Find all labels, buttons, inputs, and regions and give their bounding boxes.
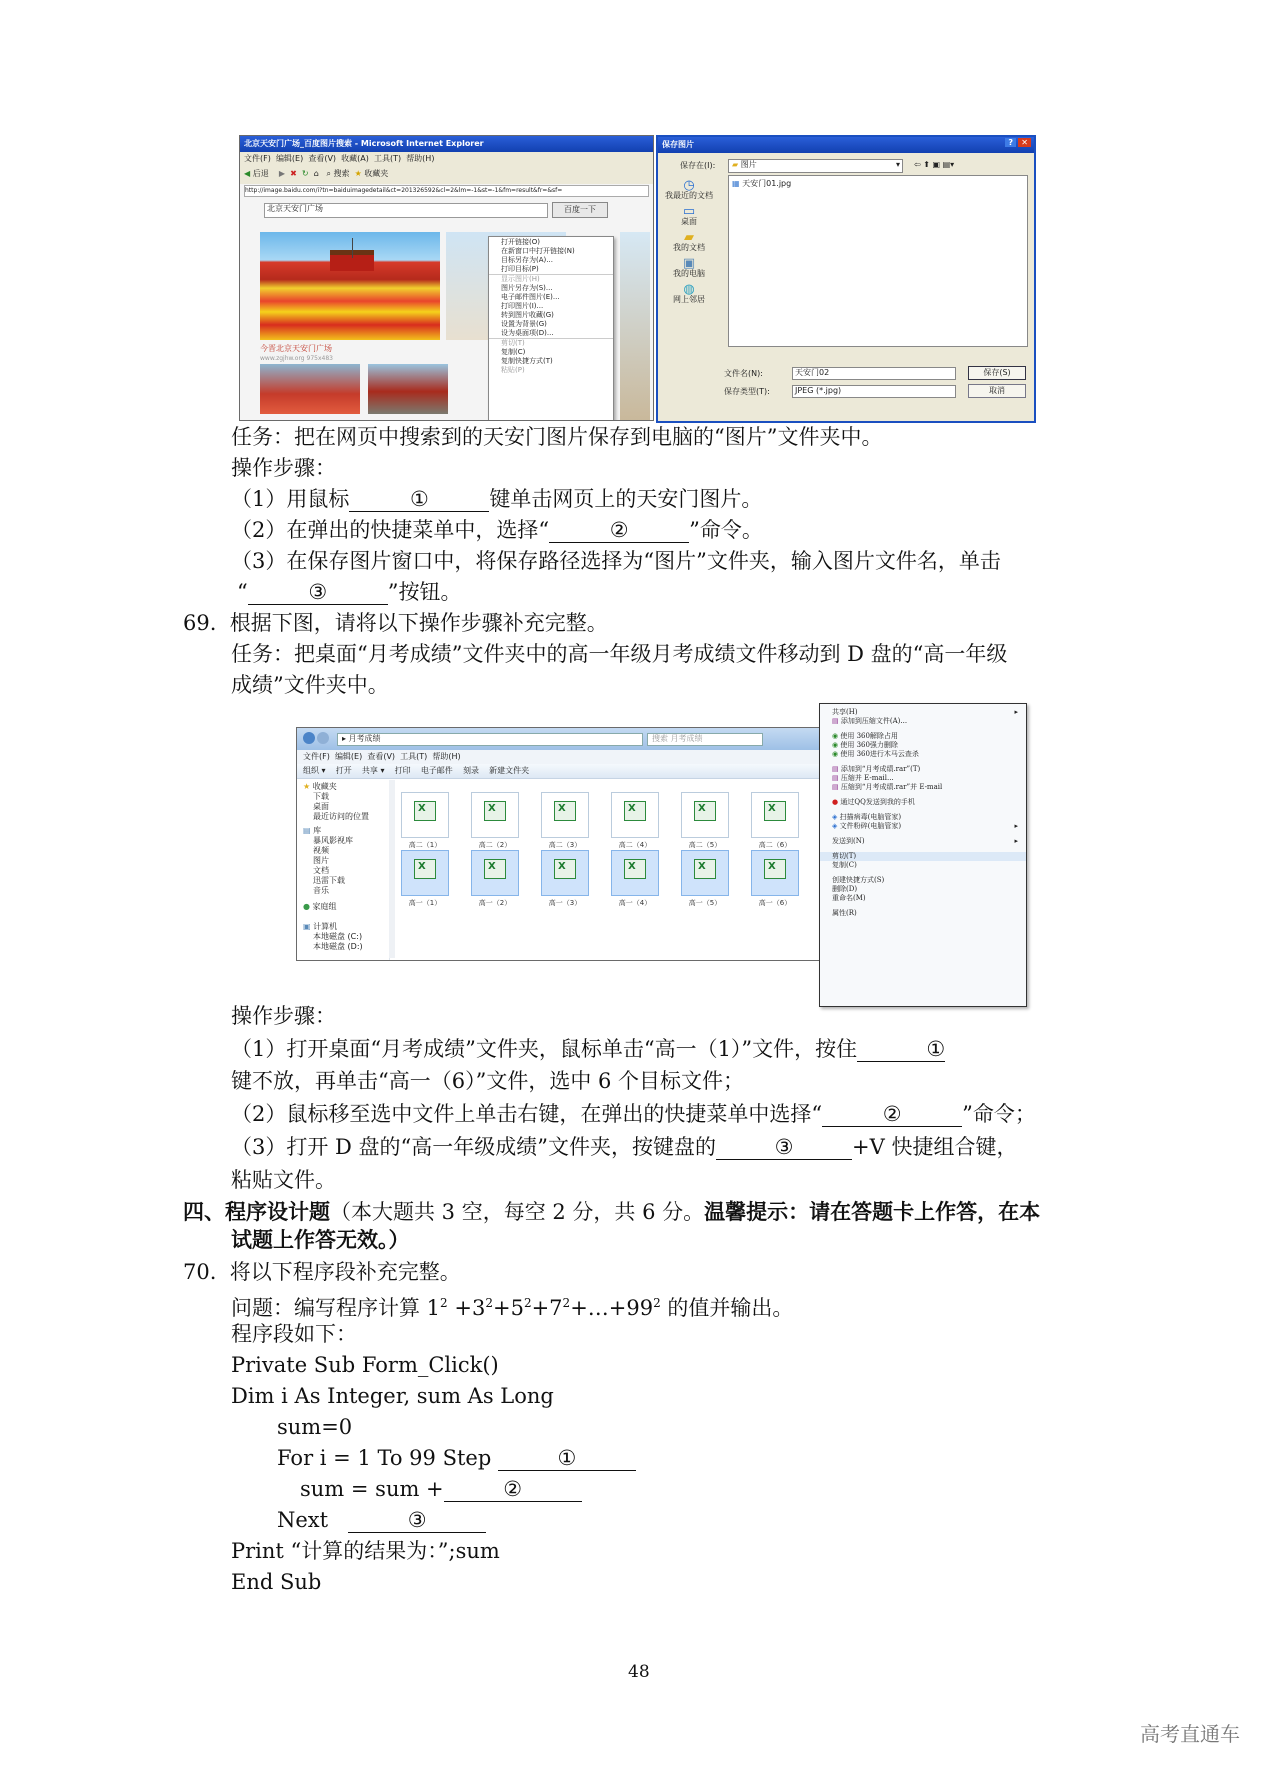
back-icon[interactable]: ◀: [244, 169, 251, 178]
menu-edit[interactable]: 编辑(E): [334, 752, 363, 761]
nav-item[interactable]: 音乐: [313, 886, 329, 895]
q70-header: 70. 将以下程序段补充完整。: [183, 1260, 461, 1284]
ctx-add-rar[interactable]: ▤ 添加到“月考成绩.rar”(T): [832, 765, 921, 773]
ctx-copy[interactable]: 复制(C): [501, 348, 526, 356]
menu-help[interactable]: 帮助(H): [432, 752, 461, 761]
excel-file-icon: [554, 801, 576, 821]
menu-file[interactable]: 文件(F): [303, 752, 330, 761]
help-icon[interactable]: ?: [1005, 138, 1016, 147]
q68-step3-cont: “ ③ ”按钮。: [237, 580, 462, 604]
q70-blank2: ②: [444, 1477, 582, 1502]
nav-scrollbar[interactable]: [389, 780, 395, 958]
file-label: 高二（2）: [478, 841, 512, 849]
excel-file[interactable]: [401, 792, 449, 849]
file-label: 高二（1）: [408, 841, 442, 849]
nav-item[interactable]: ★ 收藏夹: [303, 782, 337, 791]
explorer-context-menu: [819, 703, 1027, 1007]
home-icon[interactable]: ⌂: [313, 169, 319, 178]
folder-icon: ▰: [732, 160, 739, 169]
save-picture-dialog: [656, 135, 1036, 423]
email-button[interactable]: 电子邮件: [420, 766, 453, 775]
q70-problem: 问题：编写程序计算 $1^2$ $+3^2+5^2+7^2+\dots+99^2$ 的值并输出。: [231, 1296, 794, 1320]
computer-icon: ▣: [303, 922, 311, 931]
ctx-add-archive[interactable]: ▤ 添加到压缩文件(A)...: [832, 717, 908, 725]
search-toolbar-button[interactable]: 搜索: [333, 169, 350, 178]
q68-blank1: ①: [349, 487, 489, 512]
nav-item[interactable]: ▣ 计算机: [303, 922, 338, 931]
excel-file-icon: [764, 801, 786, 821]
excel-file-icon: [414, 859, 436, 879]
q70-blank3: ③: [348, 1508, 486, 1533]
excel-file[interactable]: [471, 850, 519, 907]
ctx-copy[interactable]: 复制(C): [832, 861, 857, 869]
excel-file[interactable]: [751, 850, 799, 907]
code-line-4: For i = 1 To 99 Step ①: [277, 1444, 636, 1472]
ctx-save-target[interactable]: 目标另存为(A)...: [501, 256, 553, 264]
file-label: 高二（3）: [548, 841, 582, 849]
q69-blank1: ①: [857, 1037, 945, 1062]
excel-file[interactable]: [541, 850, 589, 907]
q69-step3-cont: 粘贴文件。: [231, 1168, 336, 1192]
360-icon: ◉: [832, 741, 839, 749]
ie-address-bar[interactable]: http://image.baidu.com/i?tn=baiduimagedetail&ct=201326592&cl=2&lm=-1&st=-1&fm=result&fr=&sf=: [244, 185, 649, 197]
code-line-6: Next ③: [277, 1506, 486, 1534]
ctx-open-link[interactable]: 打开链接(O): [501, 238, 540, 246]
second-photo[interactable]: [260, 364, 360, 414]
file-grid: [401, 784, 819, 954]
favorites-toolbar-button[interactable]: 收藏夹: [364, 169, 389, 178]
cancel-button[interactable]: 取消: [968, 384, 1026, 398]
section4-heading: 四、程序设计题（本大题共 3 空，每空 2 分，共 6 分。温馨提示：请在答题卡上作答，在本: [183, 1199, 1041, 1224]
file-label: 高一（5）: [688, 899, 722, 907]
file-label: 高一（1）: [408, 899, 442, 907]
q70-code-label: 程序段如下：: [231, 1322, 357, 1346]
ctx-set-desktop-item[interactable]: 设为桌面项(D)...: [489, 329, 613, 339]
chevron-down-icon[interactable]: ▾: [895, 160, 900, 169]
excel-file-icon: [484, 859, 506, 879]
ctx-save-picture-as[interactable]: 图片另存为(S)...: [501, 284, 553, 292]
nav-item[interactable]: 最近访问的位置: [313, 812, 369, 821]
ie-browser-screenshot: [239, 135, 654, 421]
library-icon: ▤: [303, 826, 311, 835]
file-label: 高一（6）: [758, 899, 792, 907]
photo-caption-url: www.zgjhw.org 975x483: [260, 355, 333, 362]
page-number: 48: [628, 1662, 650, 1682]
breadcrumb[interactable]: ▸ 月考成绩: [337, 733, 643, 746]
code-line-1: Private Sub Form_Click(): [231, 1353, 499, 1377]
ctx-paste[interactable]: 粘贴(P): [501, 366, 525, 374]
q69-header: 69. 根据下图，请将以下操作步骤补充完整。: [183, 611, 608, 635]
ctx-compress-rar-email[interactable]: ▤ 压缩到“月考成绩.rar”并 E-mail: [832, 783, 943, 791]
ctx-goto-pictures[interactable]: 转到图片收藏(G): [501, 311, 554, 319]
share-button[interactable]: 共享 ▾: [361, 766, 385, 775]
ctx-set-background[interactable]: 设置为背景(G): [501, 320, 547, 328]
file-label: 高二（6）: [758, 841, 792, 849]
nav-pane: [297, 780, 390, 960]
shield-icon: ◈: [832, 822, 838, 830]
ie-menubar: [240, 152, 653, 166]
explorer-screenshot: [296, 727, 820, 961]
baidu-search-button[interactable]: 百度一下: [552, 202, 608, 218]
section4-heading-cont: 试题上作答无效。）: [231, 1227, 410, 1252]
filetype-label: 保存类型(T):: [724, 387, 770, 396]
ctx-show-picture[interactable]: 显示图片(H): [501, 275, 540, 283]
photo-caption[interactable]: 今晋北京天安门广场: [260, 344, 332, 353]
excel-file-icon: [624, 859, 646, 879]
excel-file-icon: [554, 859, 576, 879]
menu-file[interactable]: 文件(F): [244, 154, 271, 163]
q69-task-2: 成绩”文件夹中。: [231, 673, 389, 697]
save-in-label: 保存在(I):: [680, 161, 716, 170]
file-label: 高二（5）: [688, 841, 722, 849]
excel-file[interactable]: [681, 792, 729, 849]
q69-task-1: 任务：把桌面“月考成绩”文件夹中的高一年级月考成绩文件移动到 D 盘的“高一年级: [231, 642, 1008, 666]
back-icon[interactable]: [303, 732, 315, 744]
nav-item[interactable]: 本地磁盘 (C:): [313, 932, 363, 941]
file-item[interactable]: ▦ 天安门01.jpg: [732, 179, 792, 188]
menu-tools[interactable]: 工具(T): [400, 752, 428, 761]
360-icon: ◉: [832, 750, 839, 758]
q69-steps-label: 操作步骤：: [231, 1004, 336, 1028]
nav-item[interactable]: 本地磁盘 (D:): [313, 942, 363, 951]
q68-blank3: ③: [248, 580, 388, 605]
menu-tools[interactable]: 工具(T): [373, 154, 402, 163]
menu-view[interactable]: 查看(V): [367, 752, 396, 761]
ctx-compress-email[interactable]: ▤ 压缩并 E-mail...: [832, 774, 894, 782]
filename-label: 文件名(N):: [724, 369, 763, 378]
nav-item[interactable]: 暴风影视库: [313, 836, 353, 845]
new-folder-button[interactable]: 新建文件夹: [489, 766, 530, 775]
q69-blank2: ②: [822, 1102, 962, 1127]
code-line-7: Print “计算的结果为：”;sum: [231, 1539, 500, 1563]
file-list: [728, 175, 1028, 347]
baidu-search-input[interactable]: 北京天安门广场: [264, 203, 548, 218]
ctx-360-unlock[interactable]: ◉ 使用 360解除占用: [832, 732, 898, 740]
ctx-360-scan[interactable]: ◉ 使用 360进行木马云查杀: [832, 750, 919, 758]
excel-file-icon: [624, 801, 646, 821]
360-icon: ◉: [832, 732, 839, 740]
ctx-cut[interactable]: 剪切(T): [501, 339, 525, 347]
print-button[interactable]: 打印: [394, 766, 411, 775]
place-recent[interactable]: ◷ 我最近的文档: [665, 178, 713, 200]
save-button[interactable]: 保存(S): [968, 366, 1026, 380]
homegroup-icon: ●: [303, 902, 310, 911]
ctx-email-picture[interactable]: 电子邮件图片(E)...: [501, 293, 560, 301]
image-file-icon: ▦: [732, 179, 740, 188]
nav-item[interactable]: ● 家庭组: [303, 902, 337, 911]
excel-file[interactable]: [541, 792, 589, 849]
close-icon[interactable]: ✕: [1018, 138, 1031, 147]
dialog-title-bar: 保存图片 ? ✕: [658, 137, 1034, 153]
open-button[interactable]: 打开: [335, 766, 352, 775]
organize-button[interactable]: 组织 ▾: [303, 766, 326, 775]
q69-blank3: ③: [716, 1135, 852, 1160]
nav-item[interactable]: 图片: [313, 856, 329, 865]
explorer-title-bar: [297, 728, 819, 750]
place-network[interactable]: ◍ 网上邻居: [673, 282, 705, 304]
q69-step3: （3）打开 D 盘的“高一年级成绩”文件夹，按键盘的 ③ +V 快捷组合键，: [231, 1135, 1018, 1159]
ie-title-bar: 北京天安门广场_百度图片搜索 - Microsoft Internet Explorer: [240, 136, 653, 152]
explorer-search-input[interactable]: 搜索 月考成绩: [647, 733, 763, 746]
file-label: 高一（2）: [478, 899, 512, 907]
ctx-create-shortcut[interactable]: 创建快捷方式(S): [832, 876, 885, 884]
excel-file[interactable]: [611, 850, 659, 907]
burn-button[interactable]: 刻录: [462, 766, 479, 775]
excel-file[interactable]: [611, 792, 659, 849]
excel-file-icon: [694, 801, 716, 821]
ctx-send-to[interactable]: 发送到(N) ▸: [832, 837, 1018, 845]
explorer-toolbar: [297, 764, 819, 779]
ctx-virus-scan[interactable]: ◈ 扫描病毒(电脑管家): [832, 813, 902, 821]
ctx-shred[interactable]: ◈ 文件粉碎(电脑管家) ▸: [832, 822, 1018, 830]
q70-blank1: ①: [498, 1446, 636, 1471]
excel-file-icon: [694, 859, 716, 879]
nav-item[interactable]: 视频: [313, 846, 329, 855]
save-in-select[interactable]: ▰ 图片 ▾: [728, 159, 903, 173]
q69-step2: （2）鼠标移至选中文件上单击右键，在弹出的快捷菜单中选择“ ② ”命令；: [231, 1102, 1036, 1126]
code-line-2: Dim i As Integer, sum As Long: [231, 1384, 554, 1408]
third-photo[interactable]: [368, 364, 448, 414]
qq-icon: ●: [832, 798, 839, 806]
search-icon[interactable]: ⌕: [326, 169, 331, 178]
refresh-icon[interactable]: ↻: [301, 169, 309, 178]
shield-icon: ◈: [832, 813, 838, 821]
code-line-8: End Sub: [231, 1570, 322, 1594]
excel-file-icon: [764, 859, 786, 879]
explorer-menubar: [297, 750, 819, 764]
q68-steps-label: 操作步骤：: [231, 456, 336, 480]
menu-view[interactable]: 查看(V): [308, 154, 337, 163]
ctx-360-delete[interactable]: ◉ 使用 360强力删除: [832, 741, 898, 749]
file-label: 高一（3）: [548, 899, 582, 907]
ctx-cut[interactable]: 剪切(T): [820, 852, 1026, 861]
winrar-icon: ▤: [832, 765, 839, 773]
q69-step1: （1）打开桌面“月考成绩”文件夹，鼠标单击“高一（1）”文件，按住 ①: [231, 1037, 946, 1061]
excel-file-icon: [484, 801, 506, 821]
ie-toolbar: [240, 166, 653, 184]
excel-file[interactable]: [681, 850, 729, 907]
ctx-properties[interactable]: 属性(R): [832, 909, 857, 917]
excel-file[interactable]: [751, 792, 799, 849]
menu-favorites[interactable]: 收藏(A): [341, 154, 369, 163]
place-my-computer[interactable]: ▣ 我的电脑: [673, 256, 705, 278]
q68-step3: （3）在保存图片窗口中，将保存路径选择为“图片”文件夹，输入图片文件名，单击: [231, 549, 1001, 573]
favorites-icon: ★: [303, 782, 311, 791]
q69-step1-cont: 键不放，再单击“高一（6）”文件，选中 6 个目标文件；: [231, 1069, 745, 1093]
ctx-qq-send[interactable]: ● 通过QQ发送到我的手机: [832, 798, 915, 806]
filetype-select[interactable]: JPEG (*.jpg): [792, 385, 956, 398]
winrar-icon: ▤: [832, 774, 839, 782]
file-label: 高一（4）: [618, 899, 652, 907]
menu-edit[interactable]: 编辑(E): [275, 154, 304, 163]
back-button[interactable]: 后退: [252, 169, 269, 178]
file-label: 高二（4）: [618, 841, 652, 849]
favorites-icon[interactable]: ★: [354, 169, 362, 178]
nav-item[interactable]: 文档: [313, 866, 329, 875]
nav-item[interactable]: 迅雷下载: [313, 876, 345, 885]
nav-item[interactable]: ▤ 库: [303, 826, 322, 835]
q68-blank2: ②: [549, 518, 689, 543]
code-line-5: sum = sum + ②: [300, 1475, 582, 1503]
ctx-open-new-window[interactable]: 在新窗口中打开链接(N): [501, 247, 575, 255]
winrar-icon: ▤: [832, 783, 839, 791]
ctx-print-picture[interactable]: 打印图片(I)...: [501, 302, 544, 310]
menu-help[interactable]: 帮助(H): [406, 154, 435, 163]
excel-file[interactable]: [471, 792, 519, 849]
ctx-copy-shortcut[interactable]: 复制快捷方式(T): [501, 357, 553, 365]
nav-item[interactable]: 下载: [313, 792, 329, 801]
excel-file[interactable]: [401, 850, 449, 907]
dialog-nav-buttons[interactable]: ⇦ ⬆ ▣ ▤▾: [914, 160, 955, 169]
stop-icon[interactable]: ✖: [290, 169, 297, 178]
q68-task: 任务：把在网页中搜索到的天安门图片保存到电脑的“图片”文件夹中。: [231, 425, 883, 449]
watermark: 高考直通车: [1140, 1722, 1240, 1746]
places-bar: [664, 175, 714, 325]
q68-step2: （2）在弹出的快捷菜单中，选择“ ② ”命令。: [231, 518, 763, 542]
ctx-rename[interactable]: 重命名(M): [832, 894, 866, 902]
place-desktop[interactable]: ▭ 桌面: [681, 204, 697, 226]
ie-context-menu: [488, 236, 614, 421]
tiananmen-photo[interactable]: [260, 232, 440, 340]
filename-input[interactable]: 天安门02: [792, 367, 956, 380]
right-strip-photo[interactable]: [620, 232, 650, 421]
nav-item[interactable]: 桌面: [313, 802, 329, 811]
forward-icon[interactable]: ▶: [278, 169, 286, 178]
q68-step1: （1）用鼠标 ① 键单击网页上的天安门图片。: [231, 487, 763, 511]
place-my-documents[interactable]: ▰ 我的文档: [673, 230, 705, 252]
code-line-3: sum=0: [277, 1415, 353, 1439]
winrar-icon: ▤: [832, 717, 839, 725]
ctx-delete[interactable]: 删除(D): [832, 885, 858, 893]
ctx-print-target[interactable]: 打印目标(P): [489, 265, 613, 275]
excel-file-icon: [414, 801, 436, 821]
ctx-share[interactable]: 共享(H) ▸: [832, 708, 1018, 716]
baidu-search-row: [240, 198, 653, 220]
forward-icon[interactable]: [317, 732, 329, 744]
